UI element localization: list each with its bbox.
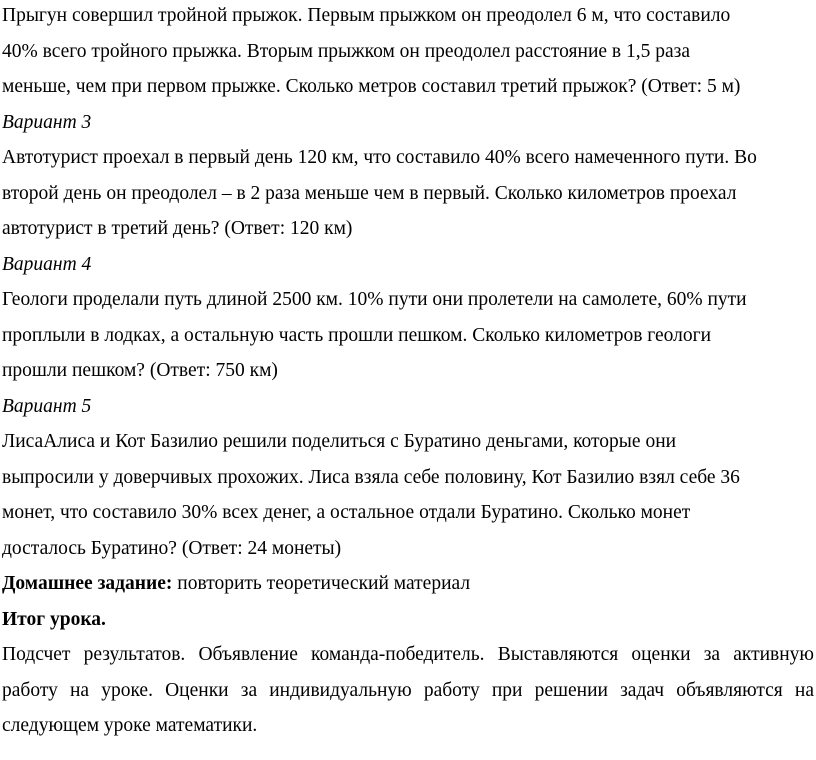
variant-5-text-line: выпросили у доверчивых прохожих. Лиса взяла себе половину, Кот Базилио взял себе 36 bbox=[2, 466, 740, 488]
summary-text-line: работу на уроке. Оценки за индивидуальную работу при решении задач объявляются на bbox=[2, 679, 814, 701]
variant-5-text-line: досталось Буратино? (Ответ: 24 монеты) bbox=[2, 537, 342, 559]
variant-5-heading: Вариант 5 bbox=[2, 395, 92, 417]
variant-5-text-line: ЛисаАлиса и Кот Базилио решили поделиться с Буратино деньгами, которые они bbox=[2, 431, 677, 452]
summary-heading: Итог урока. bbox=[2, 608, 106, 630]
homework-text: повторить теоретический материал bbox=[172, 573, 471, 594]
problem-text-line: меньше, чем при первом прыжке. Сколько метров составил третий прыжок? (Ответ: 5 м) bbox=[2, 76, 741, 97]
variant-3-heading: Вариант 3 bbox=[2, 111, 92, 133]
homework-line bbox=[2, 566, 816, 602]
homework-label: Домашнее задание: bbox=[2, 573, 173, 594]
summary-text-line: Подсчет результатов. Объявление команда-победитель. Выставляются оценки за активную bbox=[2, 644, 814, 665]
variant-3-text-line: второй день он преодолел – в 2 раза меньше чем в первый. Сколько километров проехал bbox=[2, 182, 737, 204]
variant-4-text-line: прошли пешком? (Ответ: 750 км) bbox=[2, 360, 278, 381]
variant-4-text-line: Геологи проделали путь длиной 2500 км. 10% пути они пролетели на самолете, 60% пути bbox=[2, 289, 747, 310]
variant-4-text-line: проплыли в лодках, а остальную часть прошли пешком. Сколько километров геологи bbox=[2, 324, 712, 346]
problem-text-line: 40% всего тройного прыжка. Вторым прыжком он преодолел расстояние в 1,5 раза bbox=[2, 40, 691, 62]
variant-4-heading: Вариант 4 bbox=[2, 253, 92, 275]
variant-3-text-line: автотурист в третий день? (Ответ: 120 км) bbox=[2, 218, 353, 239]
variant-5-text-line: монет, что составило 30% всех денег, а остальное отдали Буратино. Сколько монет bbox=[2, 502, 691, 523]
problem-text-line: Прыгун совершил тройной прыжок. Первым прыжком он преодолел 6 м, что составило bbox=[2, 5, 731, 26]
summary-text-line: следующем уроке математики. bbox=[2, 715, 258, 736]
variant-3-text-line: Автотурист проехал в первый день 120 км, что составило 40% всего намеченного пути. Во bbox=[2, 147, 757, 168]
